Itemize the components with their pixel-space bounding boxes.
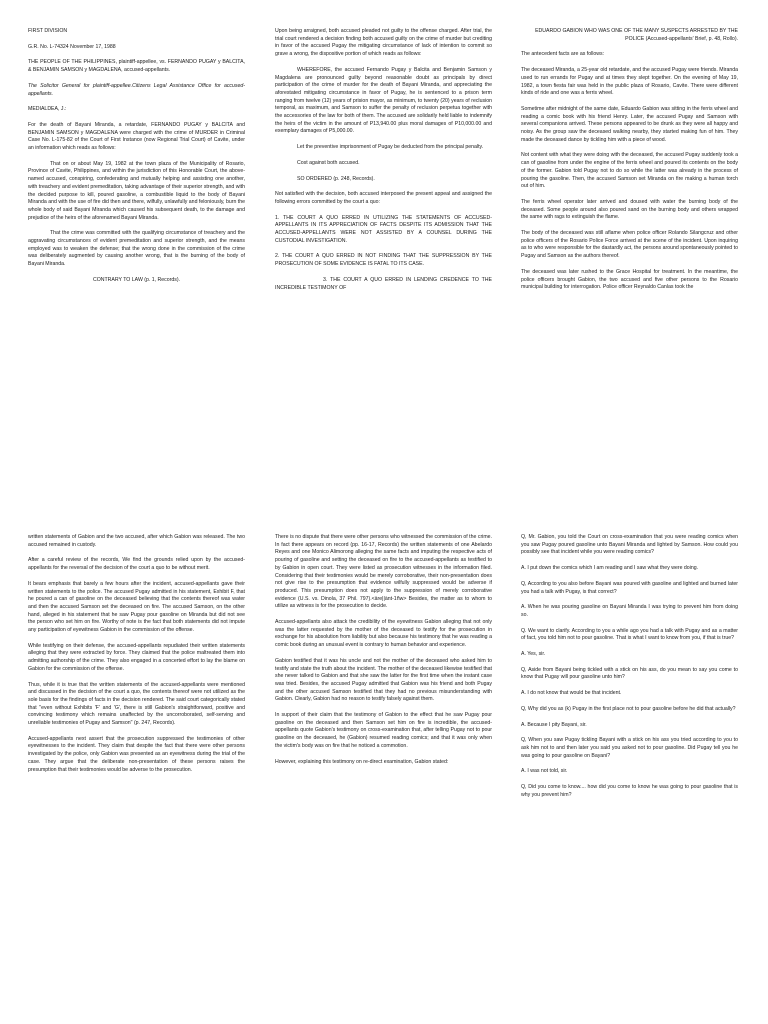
document-page-2 xyxy=(0,512,768,1024)
testimony-question: Q, Mr. Gabion, you told the Court on cross-examination that you were reading comics when you saw Pugay poured gasoline unto Bayani Miranda and lighted by Samson. How could you possibly see that incident while you were reading comics? xyxy=(521,534,738,556)
paragraph: It bears emphasis that barely a few hours after the incident, accused-appellants gave their written statements to the police. The accused Pugay admitted in his statement, Exhibit F, that he poured a can of gasoline on the deceased believing that the contents thereof was water and then the accused Samson set the deceased on fire. The accused Samson, on the other hand, alleged in his statement that he saw Pugay pour gasoline on Miranda but did not see the person who set him on fire. Worthy of note is the fact that both statements did not impute any participation of eyewitness Gabion in the commission of the offense. xyxy=(28,580,245,634)
assigned-error: 2. THE COURT A QUO ERRED IN NOT FINDING THAT THE SUPPRESSION BY THE PROSECUTION OF SOME EVIDENCE IS FATAL TO ITS CASE. xyxy=(275,253,492,268)
page1-column-1 xyxy=(28,28,245,293)
testimony-question: Q, According to you also before Bayani was poured with gasoline and lighted and burned later you had a talk with Pugay, is that correct? xyxy=(521,580,738,595)
testimony-answer: A. Yes, sir. xyxy=(521,651,546,658)
dispositive-paragraph: WHEREFORE, the accused Fernando Pugay y Balcita and Benjamin Samson y Magdalena are pronounced guilty beyond reasonable doubt as principals by direct participation of the crime of murder for the death of Bayani Miranda, and appreciating the aforestated mitigating circumstance in favor of Pugay, he is sentenced to a prison term ranging from twelve (12) years of prision mayor, as minimum, to twenty (20) years of reclusion temporal, as maximum, and Samson to suffer the penalty of reclusion perpetua together with the accessories of the law for both of them. The accused are solidarily held liable to indemnify the heirs of the victim in the amount of P13,940.00 plus moral damages of P10,000.00 and exemplary damages of P5,000.00. xyxy=(275,66,492,135)
paragraph: Accused-appellants next assert that the prosecution suppressed the testimonies of other eyewitnesses to the incident. They claim that despite the fact that there were other persons investigated by the police, only Gabion was presented as an eyewitness during the trial of the case. They argue that the deliberate non-presentation of these persons raises the presumption that their testimonies would be adverse to the prosecution. xyxy=(28,735,245,773)
paragraph: SO ORDERED (p. 248, Records). xyxy=(297,175,375,182)
paragraph: The deceased Miranda, a 25-year old retardate, and the accused Pugay were friends. Miranda used to run errands for Pugay and at times they slept together. On the evening of May 19, 1982, a town fiesta fair was held in the public plaza of Rosario, Cavite. There were different kinds of ride and one was a ferris wheel. xyxy=(521,67,738,97)
testimony-question: Q, When you saw Pugay tickling Bayani with a stick on his ass you tried according to you to ask him not to and then later you said you asked not to pour gasoline. Did Pugay tell you he was going to pour gasoline on Bayani? xyxy=(521,737,738,759)
paragraph: Gabion testified that it was his uncle and not the mother of the deceased who asked him to testify and state the truth about the incident. The mother of the deceased likewise testified that she never talked to Gabion and that she saw the latter for the first time when the instant case was tried. Besides, the accused Pugay admitted that Gabion was his friend and both Pugay and the other accused Samson testified that they had no previous misunderstanding with Gabion. Clearly, Gabion had no reason to testify falsely against them. xyxy=(275,657,492,703)
counsel-line: The Solicitor General for plaintiff-appellee.Citizens Legal Assistance Office for accused-appellants. xyxy=(28,82,245,97)
testimony-answer: A. Because I pity Bayani, sir. xyxy=(521,721,587,728)
testimony-answer: A. When he was pouring gasoline on Bayani Miranda I was trying to prevent him from doing so. xyxy=(521,604,738,618)
paragraph: After a careful review of the records, We find the grounds relied upon by the accused-appellants for the reversal of the decision of the court a quo to be without merit. xyxy=(28,557,245,572)
information-paragraph: That the crime was committed with the qualifying circumstance of treachery and the aggravating circumstances of evident premeditation and superior strength, and the means employed was to weaken the defense; that the wrong done in the commission of the crime was deliberately augmented by causing another wrong, that is the burning of the body of Bayani Miranda. xyxy=(28,230,245,268)
information-paragraph: That on or about May 19, 1982 at the town plaza of the Municipality of Rosario, Province of Cavite, Philippines, and within the jurisdiction of this Honorable Court, the above-named accused, conspiring, confederating and mutually helping and assisting one another, with treachery and evident premeditation, taking advantage of their superior strength, and with the decided purpose to kill, poured gasoline, a combustible liquid to the body of Bayani Miranda and with the use of fire did then and there, wilfully, unlawfully and feloniously, burn the whole body of said Bayani Miranda which caused his subsequent death, to the damage and prejudice of the heirs of the aforenamed Bayani Miranda. xyxy=(28,160,245,221)
paragraph: Upon being arraigned, both accused pleaded not guilty to the offense charged. After trial, the trial court rendered a decision finding both accused guilty on the crime of murder but crediting in favor of the accused Pugay the mitigating circumstance of lack of intention to commit so grave a wrong, the dispositive portion of which reads as follows: xyxy=(275,28,492,58)
paragraph: The antecedent facts are as follows: xyxy=(521,51,605,58)
page1-column-2 xyxy=(275,28,492,300)
paragraph: Cost against both accused. xyxy=(297,159,360,166)
paragraph: In support of their claim that the testimony of Gabion to the effect that he saw Pugay pour gasoline on the deceased and then Samson set him on fire is incredible, the accused-appellants quote Gabion's testimony on cross-examination that, after telling Pugay not to pour gasoline on the deceased, he (Gabion) resumed reading comics; and that it was only when the victim's body was on fire that he noticed a commotion. xyxy=(275,712,492,749)
division-heading: FIRST DIVISION xyxy=(28,28,68,34)
assigned-error-continued: EDUARDO GABION WHO WAS ONE OF THE MANY SUSPECTS ARRESTED BY THE POLICE (Accused-appellants' Brief, p. 48, Rollo). xyxy=(535,28,738,42)
paragraph: However, explaining this testimony on re-direct examination, Gabion stated: xyxy=(275,758,449,765)
page1-column-3 xyxy=(521,28,738,300)
paragraph: While testifying on their defense, the accused-appellants repudiated their written statements alleging that they were extracted by force. They claimed that the police maltreated them into admitting authorship of the crime. They also engaged in a concerted effort to lay the blame on Gabion for the commission of the offense. xyxy=(28,642,245,672)
contrary-to-law: CONTRARY TO LAW (p. 1, Records). xyxy=(92,276,181,283)
case-parties: THE PEOPLE OF THE PHILIPPINES, plaintiff-appellee, vs. FERNANDO PUGAY y BALCITA, & BENJAMIN SAMSON y MAGDALENA, accused-appellants. xyxy=(28,59,245,74)
paragraph: Accused-appellants also attack the credibility of the eyewitness Gabion alleging that not only was the latter requested by the mother of the deceased to testify for the prosecution in exchange for his absolution from liability but also because his testimony that he was reading a comic book during an unusual event is contrary to human behavior and experience. xyxy=(275,619,492,649)
assigned-error: 3. THE COURT A QUO ERRED IN LENDING CREDENCE TO THE INCREDIBLE TESTIMONY OF xyxy=(275,276,492,291)
paragraph: There is no dispute that there were other persons who witnessed the commission of the crime. In fact there appears on record (pp. 16-17, Records) the written statements of one Abelardo Reyes and one Monico Alimorong alleging the same facts and imputing the respective acts of pouring of gasoline and setting the deceased on fire to the accused-appellants as testified to by Gabion in open court. They were listed as prosecution witnesses in the information filed. Considering that their testimonies would be merely corroborative, their non-presentation does not give rise to the presumption that evidence wilfully suppressed would be adverse if produced. This presumption does not apply to the suppression of merely corroborative evidence (U.S. vs. Dinola, 37 Phil. 797).<äre||ànt-1ñw> Besides, the matter as to whom to utilize as witness is for the prosecution to decide. xyxy=(275,534,492,610)
paragraph: Not content with what they were doing with the deceased, the accused Pugay suddenly took a can of gasoline from under the engine of the ferris wheel and poured its contents on the body of the former. Gabion told Pugay not to do so while the latter was already in the process of pouring the gasoline. Then, the accused Samson set Miranda on fire making a human torch out of him. xyxy=(521,152,738,190)
testimony-answer: A. I was not told, sir. xyxy=(521,768,568,775)
ponente: MEDIALDEA, J.: xyxy=(28,106,67,113)
testimony-question: Q, Why did you as (k) Pugay in the first place not to pour gasoline before he did that actually? xyxy=(521,705,736,712)
paragraph: The body of the deceased was still aflame when police officer Rolando Silangcruz and other police officers of the Rosario Police Force arrived at the scene of the incident. Upon inquiring as to who were responsible for the dastardly act, the persons around spontaneously pointed to Pugay and Samson as the authors thereof. xyxy=(521,230,738,260)
page2-column-2 xyxy=(275,534,492,774)
testimony-answer: A. I put down the comics which I am reading and I saw what they were doing. xyxy=(521,565,699,572)
page2-column-1 xyxy=(28,534,245,782)
paragraph: The deceased was later rushed to the Grace Hospital for treatment. In the meantime, the police officers brought Gabion, the two accused and five other persons to the Rosario municipal building for interrogation. Police officer Reynaldo Canlas took the xyxy=(521,268,738,291)
assigned-error: 1. THE COURT A QUO ERRED IN UTILIZING THE STATEMENTS OF ACCUSED-APPELLANTS IN ITS APPRECIATION OF FACTS DESPITE ITS ADMISSION THAT THE ACCUSED-APPELLANTS WERE NOT ASSISTED BY A COUNSEL DURING THE CUSTODIAL INVESTIGATION. xyxy=(275,214,492,244)
testimony-question: Q. We want to clarify. According to you a while ago you had a talk with Pugay and as a matter of fact, you told him not to pour gasoline. That is what I want to know from you, if that is true? xyxy=(521,627,738,642)
paragraph: Sometime after midnight of the same date, Eduardo Gabion was sitting in the ferris wheel and reading a comic book with his friend Henry. Later, the accused Pugay and Samson with several companions arrived. These persons appeared to be drunk as they were all happy and noisy. As the group saw the deceased walking nearby, they started making fun of him. They made the deceased dance by tickling him with a piece of wood. xyxy=(521,105,738,143)
paragraph: written statements of Gabion and the two accused, after which Gabion was released. The two accused remained in custody. xyxy=(28,534,245,548)
page2-column-3 xyxy=(521,534,738,807)
paragraph: Let the preventive imprisonment of Pugay be deducted from the principal penalty. xyxy=(297,144,484,151)
testimony-question: Q, Aside from Bayani being tickled with a stick on his ass, do you mean to say you come to know that Pugay will pour gasoline unto him? xyxy=(521,666,738,681)
paragraph: Not satisfied with the decision, both accused interposed the present appeal and assigned the following errors committed by the court a quo: xyxy=(275,191,492,205)
testimony-question: Q, Did you come to know.... how did you come to know he was going to pour gasoline that is why you prevent him? xyxy=(521,784,738,798)
testimony-answer: A. I do not know that would be that incident. xyxy=(521,690,622,697)
paragraph: The ferris wheel operator later arrived and doused with water the burning body of the deceased. Some people around also poured sand on the burning body and others wrapped the same with rags to extinguish the flame. xyxy=(521,198,738,221)
paragraph: Thus, while it is true that the written statements of the accused-appellants were mentioned and discussed in the decision of the court a quo, the contents thereof were not utilized as the sole basis for the findings of facts in the decision rendered. The said court categorically stated that "even without Exhibits 'F' and 'G', there is still Gabion's straightforward, positive and convincing testimony which remains unaffected by the uncorroborated, self-serving and unreliable testimonies of Pugay and Samson" (p. 247, Records). xyxy=(28,681,245,727)
paragraph: For the death of Bayani Miranda, a retardate, FERNANDO PUGAY y BALCITA and BENJAMIN SAMSON y MAGDALENA were charged with the crime of MURDER in Criminal Case No. L-175-82 of the Court of First Instance (now Regional Trial Court) of Cavite, under an information which reads as follows: xyxy=(28,121,245,152)
case-number: G.R. No. L-74324 November 17, 1988 xyxy=(28,43,116,50)
